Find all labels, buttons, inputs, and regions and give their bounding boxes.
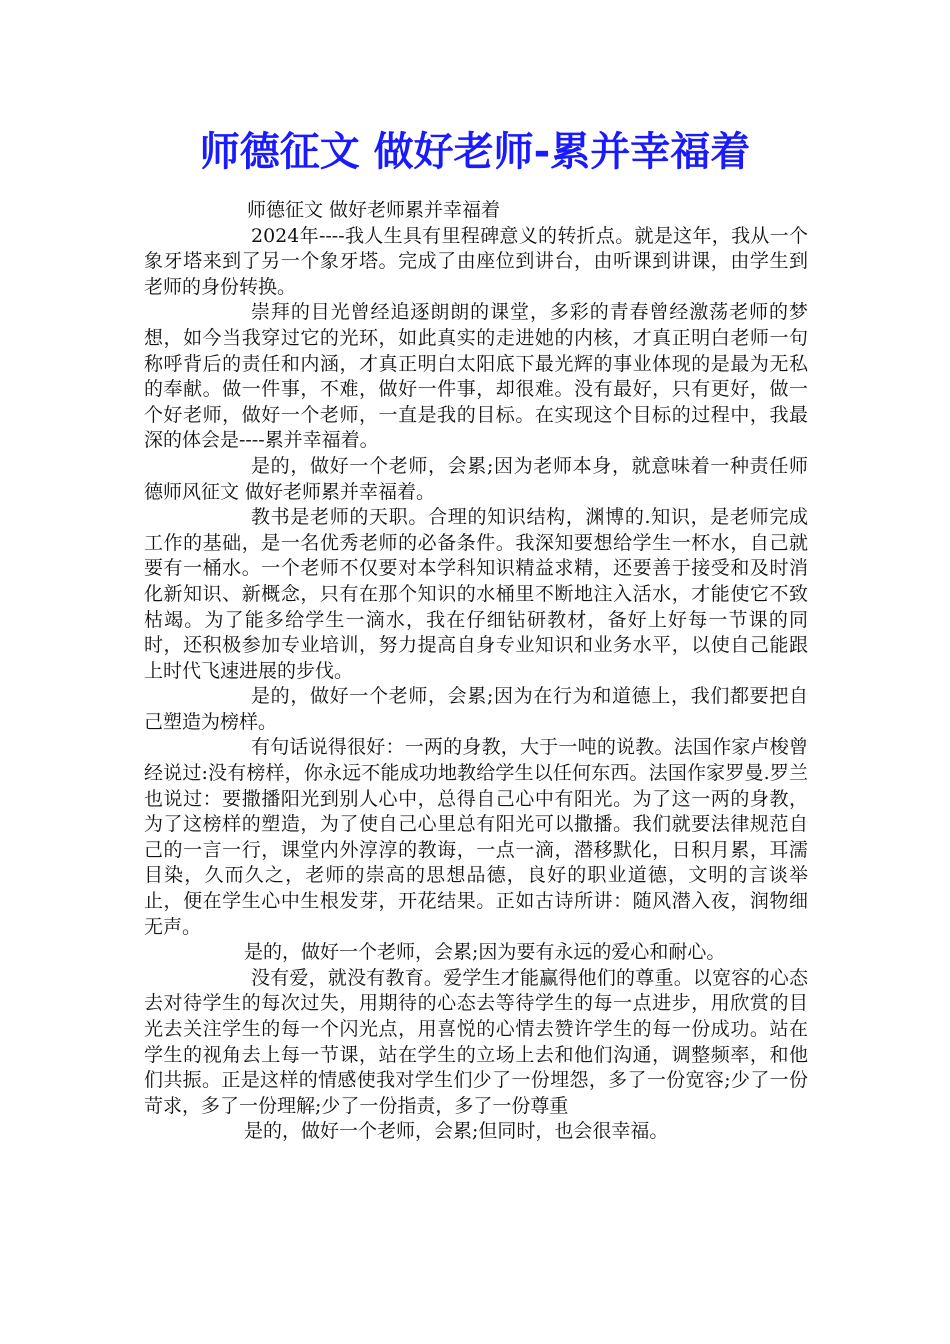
document-title: 师德征文 做好老师-累并幸福着 [199,129,751,175]
document-body [144,198,808,1145]
paragraph-9: 是的，做好一个老师，会累;但同时，也会很幸福。 [244,1120,669,1143]
paragraph-2: 崇拜的目光曾经追逐朗朗的课堂，多彩的青春曾经激荡老师的梦想，如今当我穿过它的光环，如此真实的走进她的内核，才真正明白老师一句称呼背后的责任和内涵，才真正明白太阳底下最光辉的事业体现的是最为无私的奉献。做一件事，不难，做好一件事，却很难。没有最好，只有更好，做一个好老师，做好一个老师，一直是我的目标。在实现这个目标的过程中，我最深的体会是----累并幸福着。 [144,301,808,452]
paragraph-1: 2024年----我人生具有里程碑意义的转折点。就是这年，我从一个象牙塔来到了另一个象牙塔。完成了由座位到讲台，由听课到讲课，由学生到老师的身份转换。 [144,224,808,298]
paragraph-3: 是的，做好一个老师，会累;因为老师本身，就意味着一种责任师德师风征文 做好老师累并幸福着。 [144,454,808,503]
paragraph-5: 是的，做好一个老师，会累;因为在行为和道德上，我们都要把自己塑造为榜样。 [144,685,808,733]
paragraph-7: 是的，做好一个老师，会累;因为要有永远的爱心和耐心。 [244,941,726,964]
paragraph-8: 没有爱，就没有教育。爱学生才能赢得他们的尊重。以宽容的心态去对待学生的每次过失，用期待的心态去等待学生的每一点进步，用欣赏的目光去关注学生的每一个闪光点，用喜悦的心情去赞许学生的每一份成功。站在学生的视角去上每一节课，站在学生的立场上去和他们沟通，调整频率，和他们共振。正是这样的情感使我对学生们少了一份埋怨，多了一份宽容;少了一份苛求，多了一份理解;少了一份指责，多了一份尊重 [144,966,808,1117]
paragraph-6: 有句话说得很好：一两的身教，大于一吨的说教。法国作家卢梭曾经说过:没有榜样，你永远不能成功地教给学生以任何东西。法国作家罗曼.罗兰也说过：要撒播阳光到别人心中，总得自己心中有阳光。为了这一两的身教，为了这榜样的塑造，为了使自己心里总有阳光可以撒播。我们就要法律规范自己的一言一行，课堂内外淳淳的教诲，一点一滴，潜移默化，日积月累，耳濡目染，久而久之，老师的崇高的思想品德，良好的职业道德，文明的言谈举止，便在学生心中生根发芽，开花结果。正如古诗所讲：随风潜入夜，润物细无声。 [144,736,808,938]
document-subheading: 师德征文 做好老师累并幸福着 [247,199,501,221]
paragraph-4: 教书是老师的天职。合理的知识结构，渊博的.知识，是老师完成工作的基础，是一名优秀老师的必备条件。我深知要想给学生一杯水，自己就要有一桶水。一个老师不仅要对本学科知识精益求精，还要善于接受和及时消化新知识、新概念，只有在那个知识的水桶里不断地注入活水，才能使它不致枯竭。为了能多给学生一滴水，我在仔细钻研教材，备好上好每一节课的同时，还积极参加专业培训，努力提高自身专业知识和业务水平，以使自己能跟上时代飞速进展的步伐。 [144,506,808,682]
